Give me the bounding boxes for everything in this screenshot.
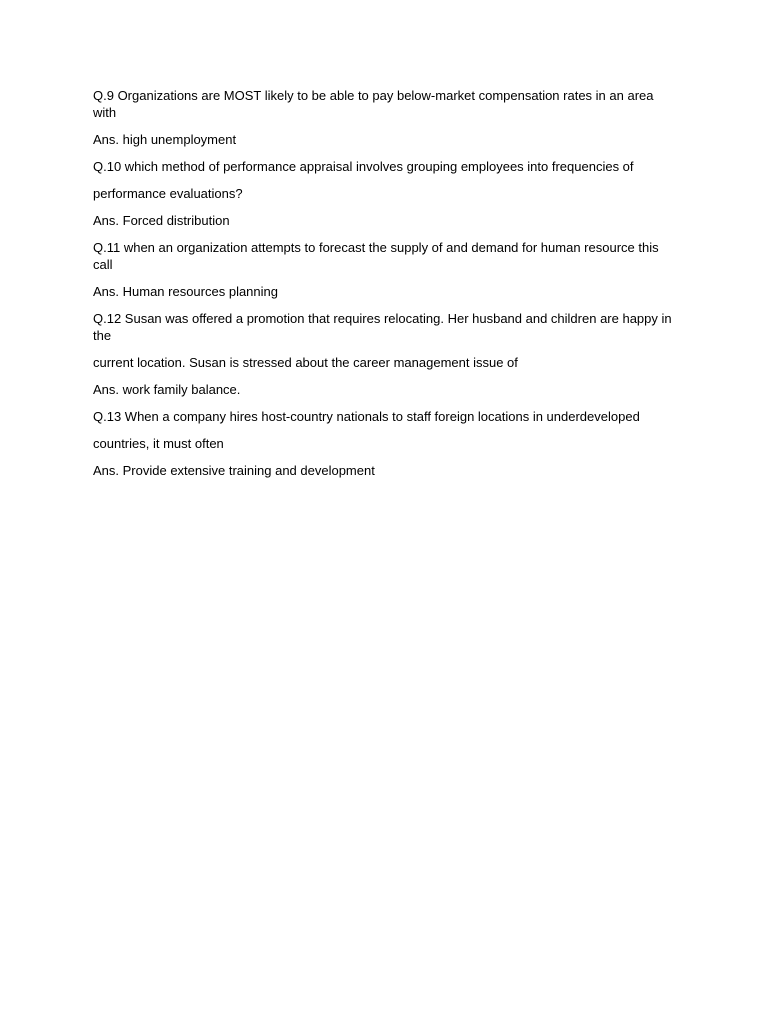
question-9: Q.9 Organizations are MOST likely to be able to pay below-market compensation rates in an area with bbox=[93, 88, 658, 120]
question-13-line-2: countries, it must often bbox=[93, 436, 224, 451]
question-11: Q.11 when an organization attempts to forecast the supply of and demand for human resource this call bbox=[93, 240, 663, 272]
answer-12: Ans. work family balance. bbox=[93, 382, 241, 397]
answer-10: Ans. Forced distribution bbox=[93, 213, 230, 228]
question-10-line-1: Q.10 which method of performance appraisal involves grouping employees into frequencies of bbox=[93, 159, 634, 174]
answer-9: Ans. high unemployment bbox=[93, 132, 237, 147]
question-12-line-1: Q.12 Susan was offered a promotion that requires relocating. Her husband and children are happy in the bbox=[93, 311, 676, 343]
document-body bbox=[93, 87, 678, 489]
answer-11: Ans. Human resources planning bbox=[93, 284, 278, 299]
answer-13: Ans. Provide extensive training and development bbox=[93, 463, 375, 478]
question-13-line-1: Q.13 When a company hires host-country nationals to staff foreign locations in underdeveloped bbox=[93, 409, 640, 424]
question-10-line-2: performance evaluations? bbox=[93, 186, 243, 201]
question-12-line-2: current location. Susan is stressed about the career management issue of bbox=[93, 355, 518, 370]
